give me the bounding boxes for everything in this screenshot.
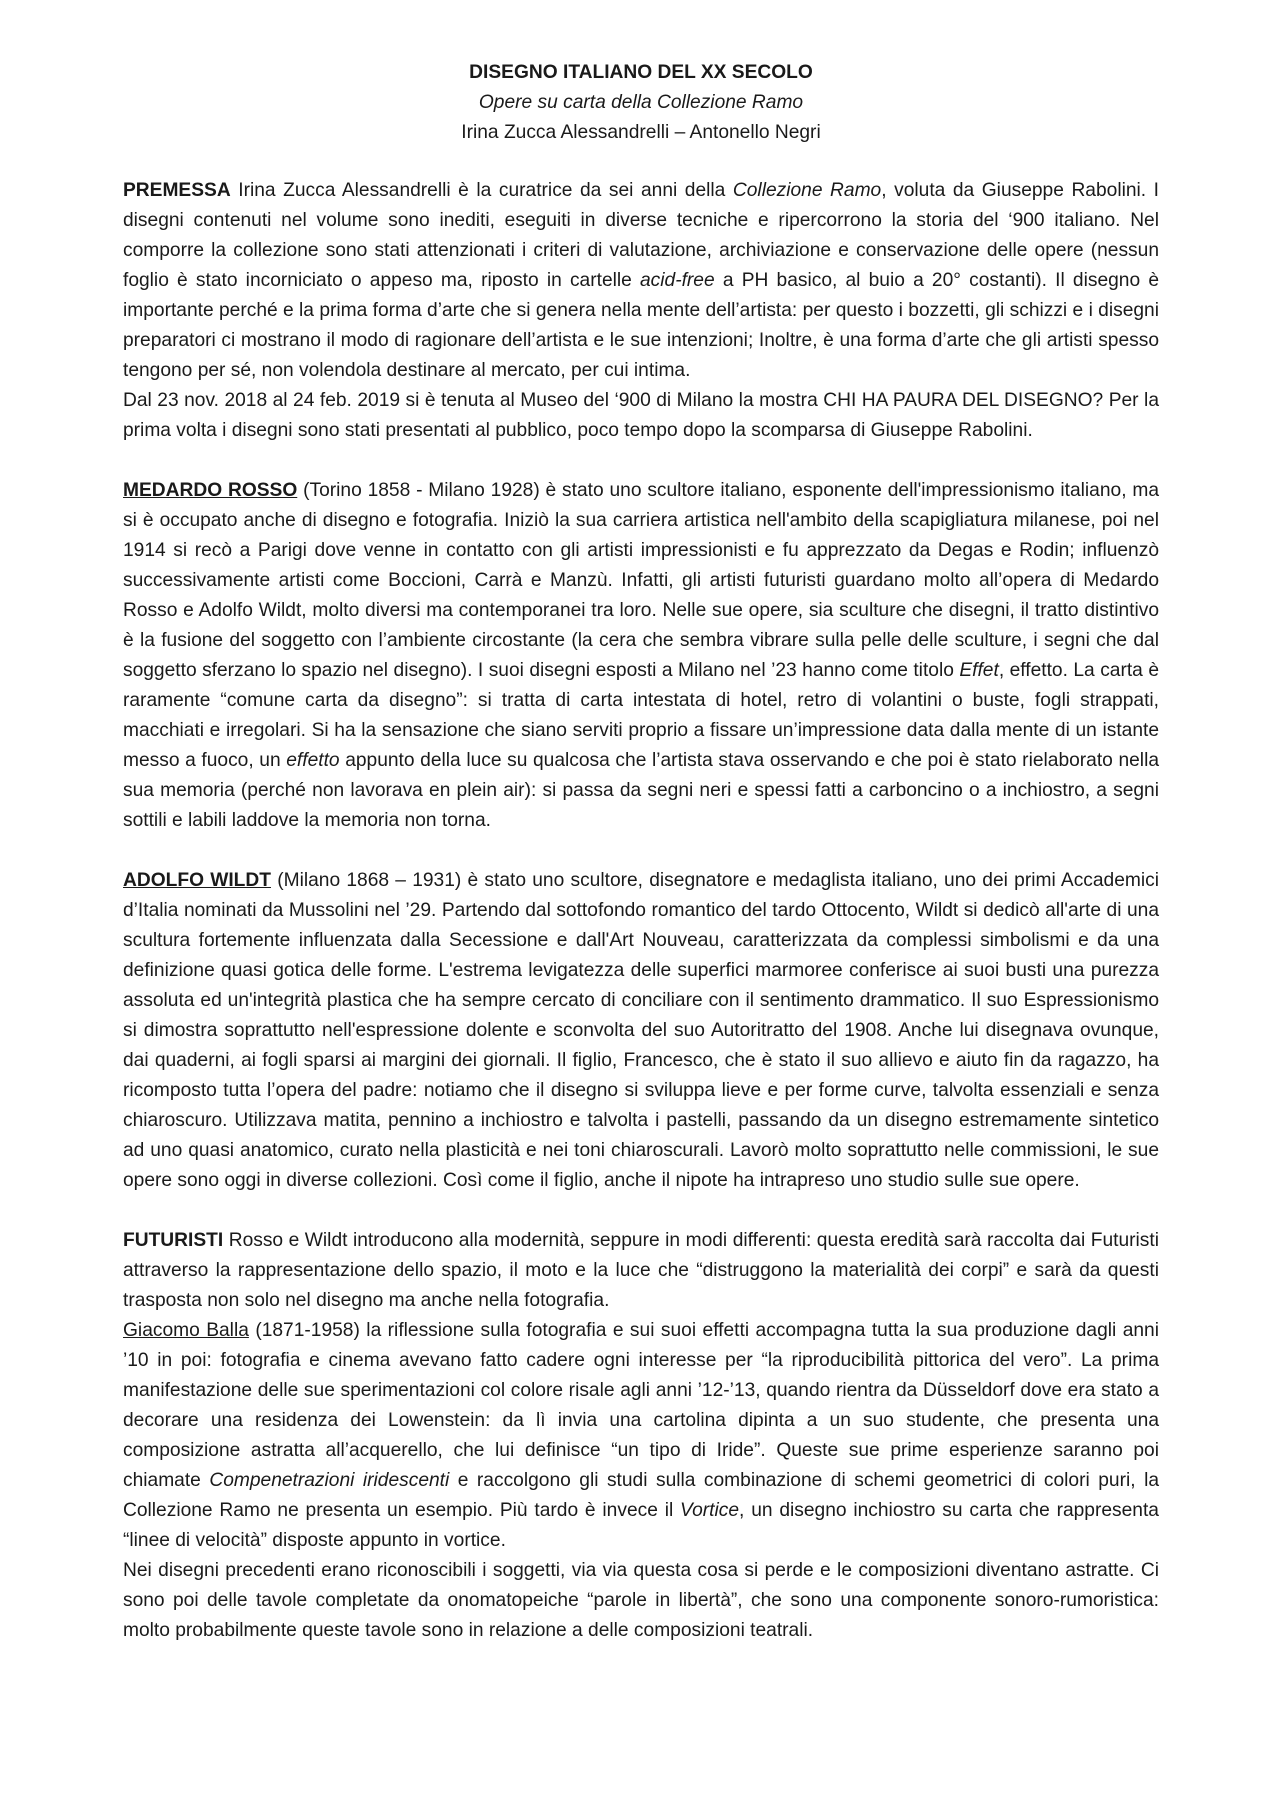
premessa-paragraph [123,176,1159,386]
rosso-text: , effetto. La carta è raramente “comune carta da disegno”: si tratta di carta intestata di hotel, retro di volantini o buste, fogli strappati, macchiati e irregolari. Si ha la sensazione che siano serviti proprio a fissare un’impressione data dalla mente di un istante messo a fuoco, un [123,660,1159,771]
section-medardo-rosso [123,476,1159,836]
document-page [123,58,1159,1676]
document-authors: Irina Zucca Alessandrelli – Antonello Negri [461,122,821,143]
document-subtitle: Opere su carta della Collezione Ramo [478,92,804,113]
effet-italic: Effet [959,660,999,681]
collezione-ramo-italic: Collezione Ramo [732,180,882,201]
section-adolfo-wildt [123,866,1159,1196]
premessa-text: a PH basico, al buio a 20° costanti). Il disegno è importante perché e la prima forma d’arte che si genera nella mente dell’artista: per questo i bozzetti, gli schizzi e i disegni preparatori ci mostrano il modo di ragionare dell’artista e le sue intenzioni; Inoltre, è una forma d’arte che gli artisti spesso tengono per sé, non volendola destinare al mercato, per cui intima. [123,270,1159,381]
vortice-italic: Vortice [680,1500,740,1521]
futuristi-text: Rosso e Wildt introducono alla modernità, seppure in modi differenti: questa eredità sarà raccolta dai Futuristi attraverso la rappresentazione dello spazio, il moto e la luce che “distruggono la materialità dei corpi” e sarà da questi trasposta non solo nel disegno ma anche nella fotografia. [123,1230,1159,1311]
futuristi-paragraph-3: Nei disegni precedenti erano riconoscibili i soggetti, via via questa cosa si perde e le composizioni diventano astratte. Ci sono poi delle tavole completate da onomatopeiche “parole in libertà”, che sono una componente sonoro-rumoristica: molto probabilmente queste tavole sono in relazione a delle composizioni teatrali. [123,1560,1159,1641]
balla-text: e raccolgono gli studi sulla combinazione di schemi geometrici di colori puri, la Collezione Ramo ne presenta un esempio. Più tardo è invece il [123,1470,1159,1521]
premessa-text: , voluta da Giuseppe Rabolini. I disegni contenuti nel volume sono inediti, eseguiti in diverse tecniche e ripercorrono la storia del ‘900 italiano. Nel comporre la collezione sono stati attenzionati i criteri di valutazione, archiviazione e conservazione delle opere (nessun foglio è stato incorniciato o appeso ma, riposto in cartelle [123,180,1159,291]
compenetrazioni-italic: Compenetrazioni iridescenti [209,1470,450,1491]
premessa-label: PREMESSA [123,180,231,201]
acid-free-italic: acid-free [640,270,715,291]
futuristi-label: FUTURISTI [123,1230,224,1251]
wildt-label: ADOLFO WILDT [123,870,271,891]
rosso-label: MEDARDO ROSSO [123,480,298,501]
premessa-paragraph-2: Dal 23 nov. 2018 al 24 feb. 2019 si è tenuta al Museo del ‘900 di Milano la mostra CHI HA PAURA DEL DISEGNO? Per la prima volta i disegni sono stati presentati al pubblico, poco tempo dopo la scomparsa di Giuseppe Rabolini. [123,390,1159,441]
wildt-paragraph [123,866,1159,1196]
premessa-text: Irina Zucca Alessandrelli è la curatrice da sei anni della [230,180,733,201]
futuristi-paragraph [123,1226,1159,1316]
rosso-text: (Torino 1858 - Milano 1928) è stato uno scultore italiano, esponente dell'impressionismo italiano, ma si è occupato anche di disegno e fotografia. Iniziò la sua carriera artistica nell'ambito della scapigliatura milanese, poi nel 1914 si recò a Parigi dove venne in contatto con gli artisti impressionisti e fu apprezzato da Degas e Rodin; influenzò successivamente artisti come Boccioni, Carrà e Manzù. Infatti, gli artisti futuristi guardano molto all’opera di Medardo Rosso e Adolfo Wildt, molto diversi ma contemporanei tra loro. Nelle sue opere, sia sculture che disegni, il tratto distintivo è la fusione del soggetto con l’ambiente circostante (la cera che sembra vibrare sulla pelle delle sculture, i segni che dal soggetto sferzano lo spazio nel disegno). I suoi disegni esposti a Milano nel ’23 hanno come titolo [123,480,1160,681]
section-premessa [123,176,1159,446]
effetto-italic: effetto [286,750,340,771]
wildt-text: (Milano 1868 – 1931) è stato uno scultore, disegnatore e medaglista italiano, uno dei primi Accademici d’Italia nominati da Mussolini nel ’29. Partendo dal sottofondo romantico del tardo Ottocento, Wildt si dedicò all'arte di una scultura fortemente influenzata dalla Secessione e dall'Art Nouveau, caratterizzata da complessi simbolismi e da una definizione quasi gotica delle forme. L'estrema levigatezza delle superfici marmoree conferisce ai suoi busti una purezza assoluta ed un'integrità plastica che ha sempre cercato di conciliare con il sentimento drammatico. Il suo Espressionismo si dimostra soprattutto nell'espressione dolente e sconvolta del suo Autoritratto del 1908. Anche lui disegnava ovunque, dai quaderni, ai fogli sparsi ai margini dei giornali. Il figlio, Francesco, che è stato il suo allievo e aiuto fin da ragazzo, ha ricomposto tutta l’opera del padre: notiamo che il disegno si sviluppa lieve e per forme curve, talvolta essenziali e senza chiaroscuro. Utilizzava matita, pennino a inchiostro e talvolta i pastelli, passando da un disegno estremamente sintetico ad uno quasi anatomico, curato nella plasticità e nei toni chiaroscurali. Lavorò molto soprattutto nelle commissioni, le sue opere sono oggi in diverse collezioni. Così come il figlio, anche il nipote ha intrapreso uno studio sulle sue opere. [123,870,1159,1191]
document-header [123,58,1159,148]
balla-name: Giacomo Balla [123,1320,249,1341]
rosso-paragraph [123,476,1159,836]
document-title: DISEGNO ITALIANO DEL XX SECOLO [469,62,813,83]
balla-text: , un disegno inchiostro su carta che rappresenta “linee di velocità” disposte appunto in vortice. [123,1500,1159,1551]
balla-text: (1871-1958) la riflessione sulla fotografia e sui suoi effetti accompagna tutta la sua produzione dagli anni ’10 in poi: fotografia e cinema avevano fatto cadere ogni interesse per “la riproducibilità pittorica del vero”. La prima manifestazione delle sue sperimentazioni col colore risale agli anni ’12-’13, quando rientra da Düsseldorf dove era stato a decorare una residenza dei Lowenstein: da lì invia una cartolina dipinta a un suo studente, che presenta una composizione astratta all’acquerello, che lui definisce “un tipo di Iride”. Queste sue prime esperienze saranno poi chiamate [123,1320,1159,1491]
rosso-text: appunto della luce su qualcosa che l’artista stava osservando e che poi è stato rielaborato nella sua memoria (perché non lavorava en plein air): si passa da segni neri e spessi fatti a carboncino o a inchiostro, a segni sottili e labili laddove la memoria non torna. [123,750,1159,831]
section-futuristi [123,1226,1159,1646]
balla-paragraph [123,1316,1159,1556]
